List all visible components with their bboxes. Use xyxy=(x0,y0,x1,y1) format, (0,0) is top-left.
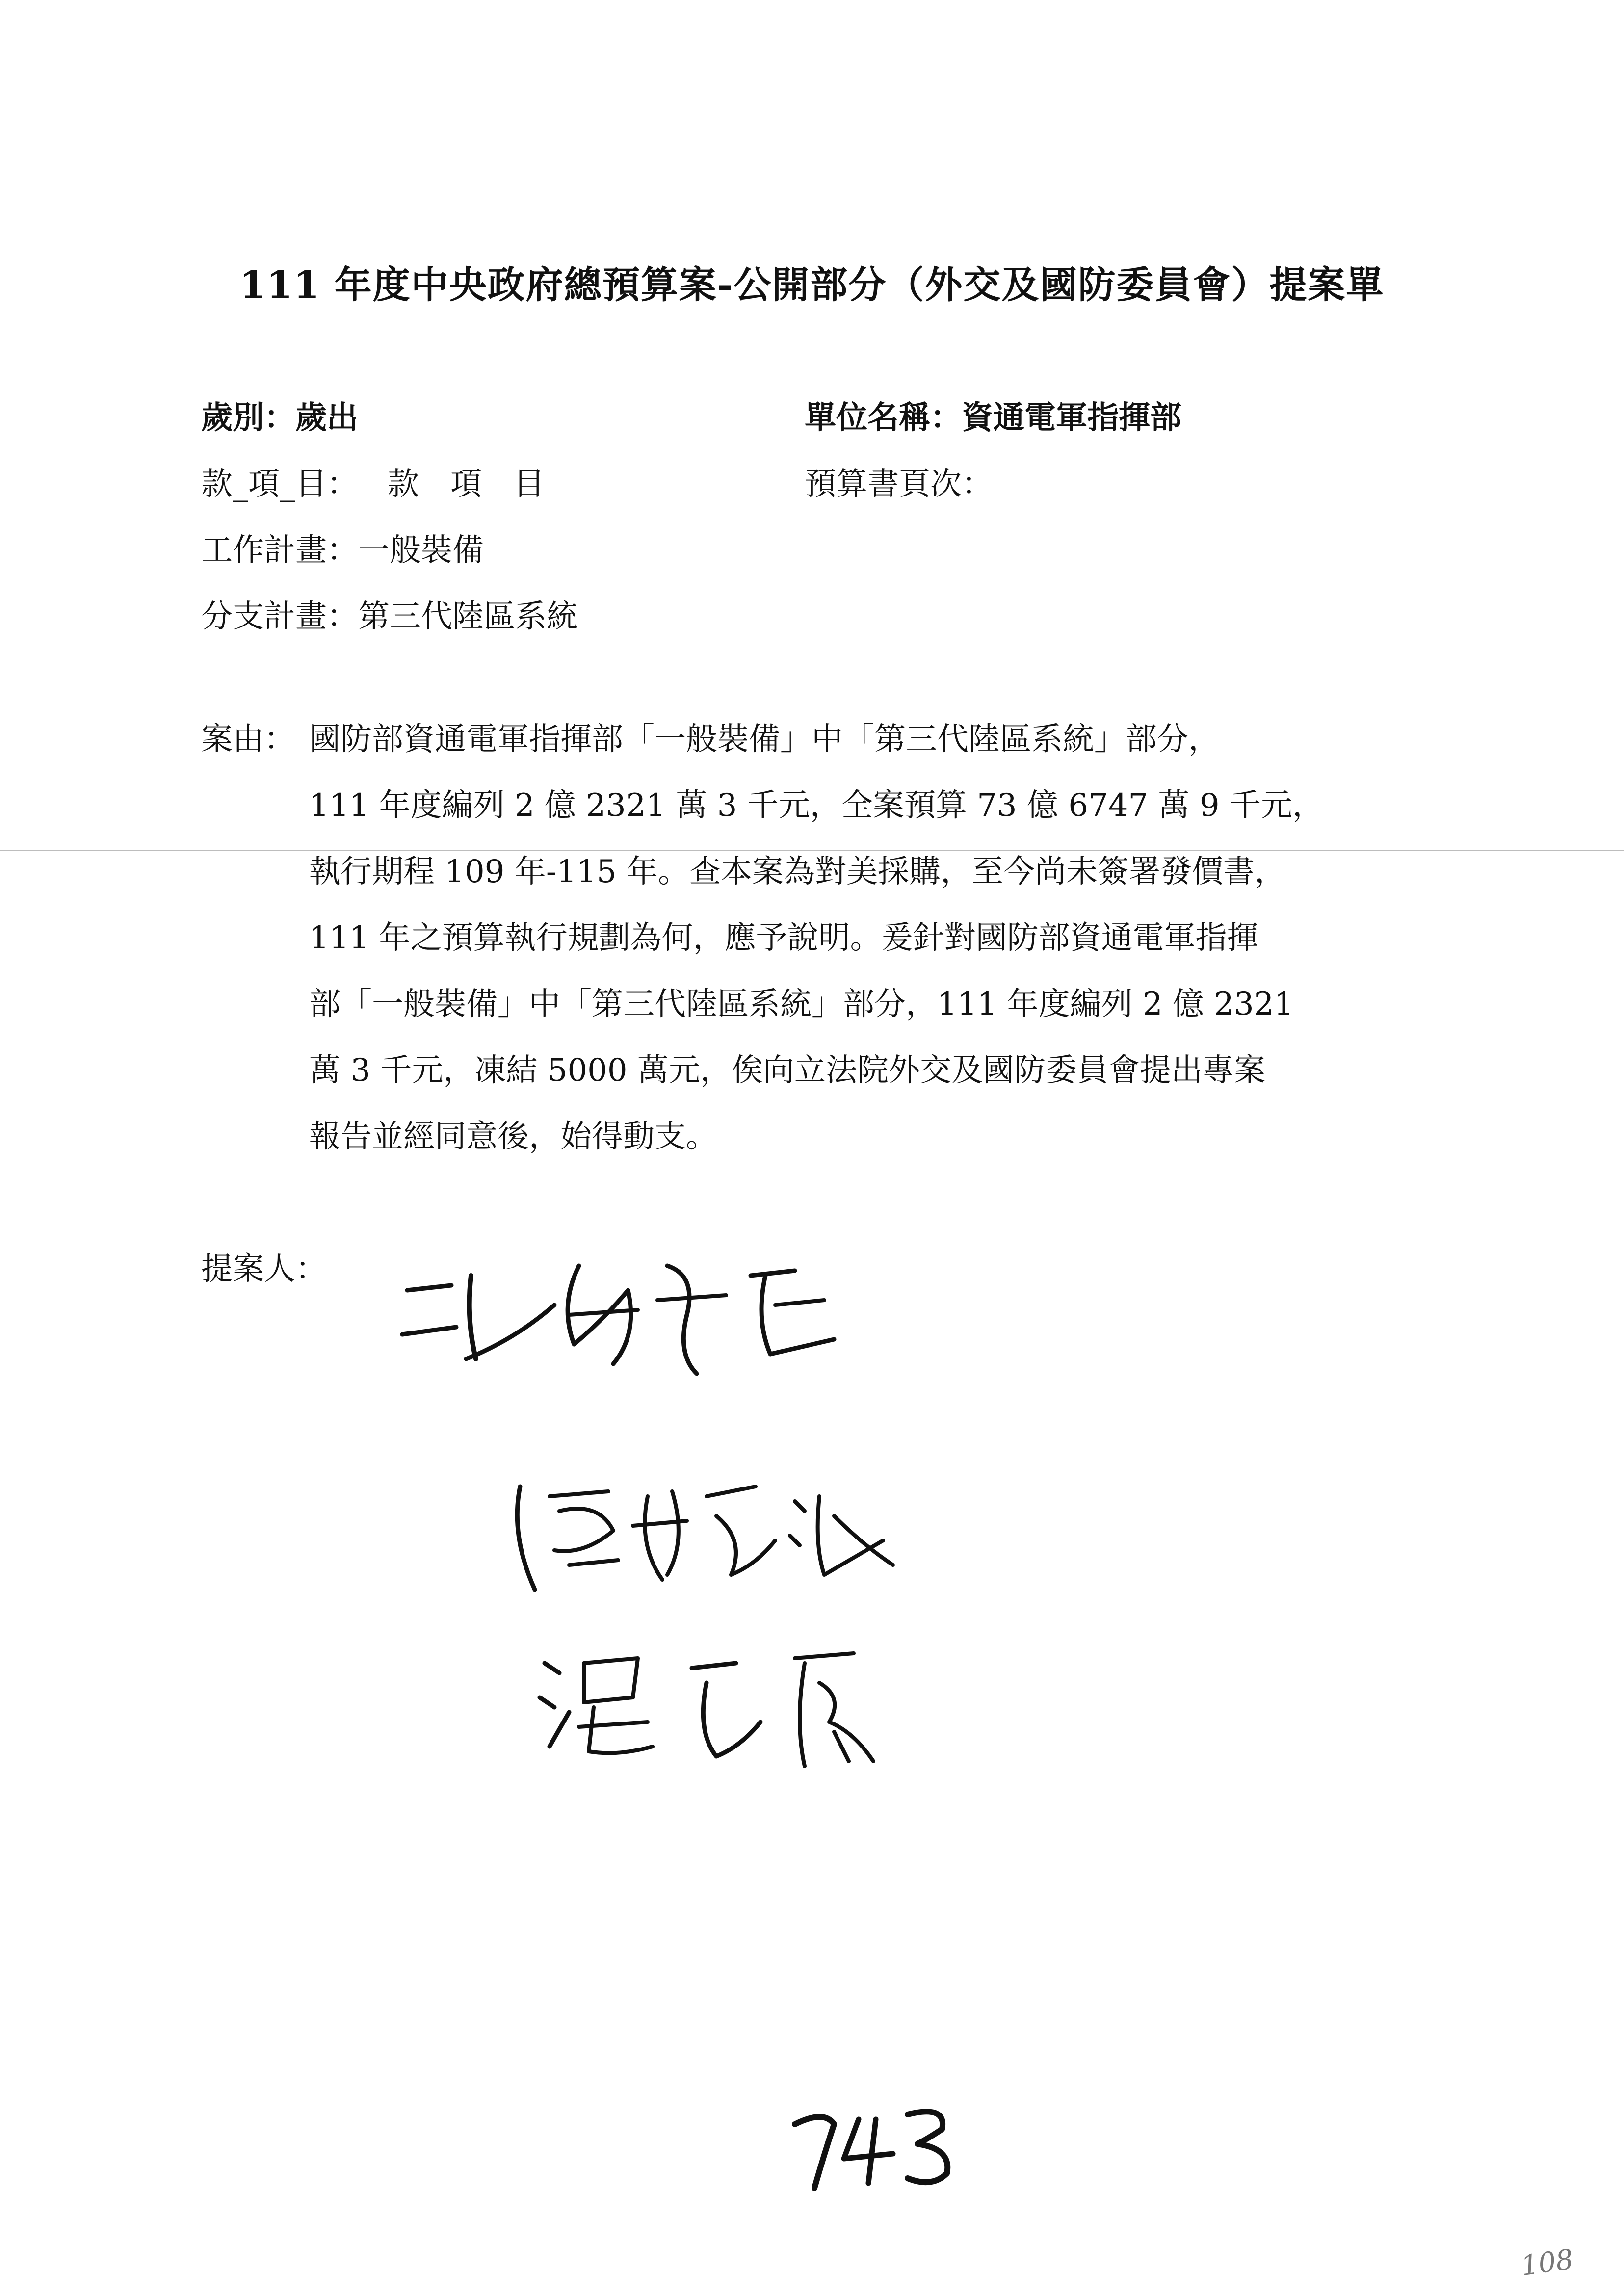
category-value: 歲出 xyxy=(295,399,358,436)
unit-field xyxy=(805,392,1181,438)
case-line-6: 萬 3 千元，凍結 5000 萬元，俟向立法院外交及國防委員會提出專案 xyxy=(309,1052,1265,1089)
sub-plan-value: 第三代陸區系統 xyxy=(358,599,578,635)
case-line-7: 報告並經同意後，始得動支。 xyxy=(309,1119,717,1155)
work-plan-value: 一般裝備 xyxy=(358,532,484,569)
signature-1 xyxy=(393,1246,864,1393)
work-plan-field xyxy=(201,525,484,570)
document-title: 111 年度中央政府總預算案-公開部分（外交及國防委員會）提案單 xyxy=(239,263,1385,307)
category-field xyxy=(201,392,358,438)
case-line-5: 部「一般裝備」中「第三代陸區系統」部分，111 年度編列 2 億 2321 xyxy=(309,986,1294,1022)
item-value: 款 項 目 xyxy=(388,466,545,502)
proposer-label: 提案人： xyxy=(201,1251,327,1287)
unit-label: 單位名稱： xyxy=(805,399,962,436)
signature-2 xyxy=(500,1467,903,1604)
item-field xyxy=(201,459,545,504)
signature-3 xyxy=(530,1634,893,1781)
work-plan-label: 工作計畫： xyxy=(201,532,358,569)
category-label: 歲別： xyxy=(201,399,295,436)
case-line-2: 111 年度編列 2 億 2321 萬 3 千元，全案預算 73 億 6747 萬 9 千元， xyxy=(309,787,1324,824)
case-line-1: 國防部資通電軍指揮部「一般裝備」中「第三代陸區系統」部分， xyxy=(309,721,1220,757)
item-label: 款_項_目： xyxy=(201,466,358,502)
case-label: 案由： xyxy=(201,721,295,757)
page-ref-field xyxy=(805,459,993,504)
handwritten-page-number xyxy=(785,2090,971,2198)
page-ref-label: 預算書頁次： xyxy=(805,466,993,502)
sub-plan-label: 分支計畫： xyxy=(201,599,358,635)
sub-plan-field xyxy=(201,591,578,636)
case-line-4: 111 年之預算執行規劃為何，應予說明。爰針對國防部資通電軍指揮 xyxy=(309,920,1258,956)
corner-page-number: 108 xyxy=(1519,2243,1575,2283)
case-line-3: 執行期程 109 年-115 年。查本案為對美採購，至今尚未簽署發價書， xyxy=(309,854,1286,890)
unit-value: 資通電軍指揮部 xyxy=(962,399,1181,436)
